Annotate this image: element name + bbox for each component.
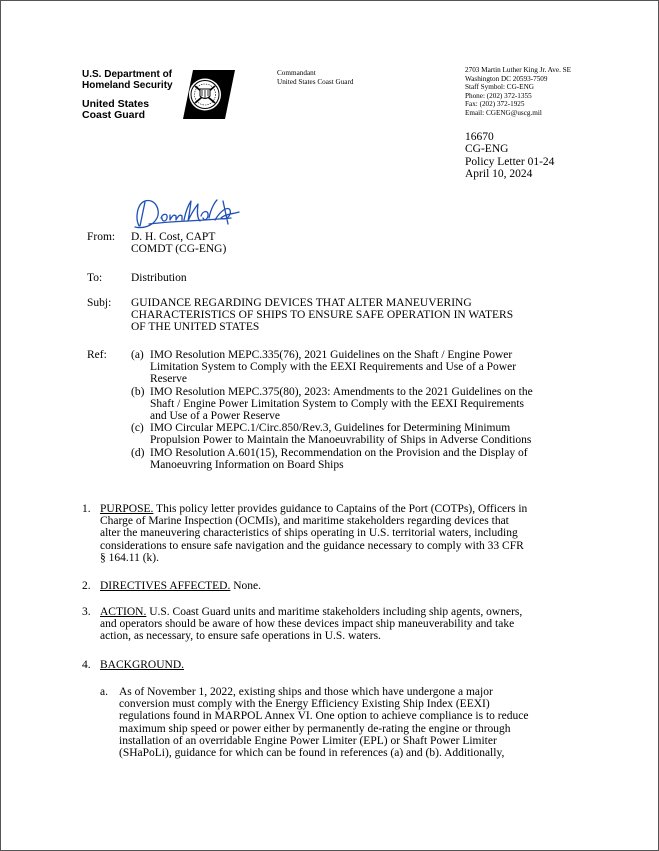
from-label: From: — [87, 231, 116, 243]
address-block: 2703 Martin Luther King Jr. Ave. SE Washington DC 20593-7509 Staff Symbol: CG-ENG Phone: (202) 372-1355 Fax: (202) 372-1925 Email: CGENG@uscg.mil — [465, 66, 572, 117]
paragraph-title: DIRECTIVES AFFECTED. — [100, 580, 231, 592]
to-label: To: — [87, 272, 103, 284]
reference-item: (b) IMO Resolution MEPC.375(80), 2023: Amendments to the 2021 Guidelines on the Shaft / Engine Power Limitation System to Comply with the EEXI Requirements and Use of a Power Reserve — [131, 385, 533, 423]
paragraph-background — [100, 659, 578, 671]
paragraph-title: ACTION. — [100, 606, 147, 618]
reference-item: (c) IMO Circular MEPC.1/Circ.850/Rev.3, Guidelines for Determining Minimum Propulsion Power to Maintain the Manoeuvrability of Ships in Adverse Conditions — [131, 422, 532, 447]
subparagraph-letter: a. — [100, 686, 108, 698]
paragraph-action: ACTION. U.S. Coast Guard units and maritime stakeholders including ship agents, owners, and operators should be aware of how these devices impact ship maneuverability and take action, as necessary, to ensure safe operations in U.S. waters. — [100, 606, 523, 643]
paragraph-number: 3. — [82, 606, 91, 618]
department-name: U.S. Department of Homeland Security — [82, 69, 173, 91]
subject-label: Subj: — [87, 297, 112, 309]
ref-label: Ref: — [87, 349, 107, 361]
paragraph-number: 2. — [82, 580, 91, 592]
letter-reference-block — [465, 131, 554, 180]
reference-item: (a) IMO Resolution MEPC.335(76), 2021 Guidelines on the Shaft / Engine Power Limitation System to Comply with the EEXI Requirements and Use of a Power Reserve — [131, 349, 517, 386]
reference-list — [131, 349, 581, 471]
paragraph-directives: DIRECTIVES AFFECTED. None. — [100, 580, 262, 592]
paragraph-title: PURPOSE. — [100, 503, 154, 515]
signature — [131, 196, 243, 232]
reference-item: (d) IMO Resolution A.601(15), Recommendation on the Provision and the Display of Manoeuvring Information on Board Ships — [131, 446, 528, 471]
subparagraph-body: As of November 1, 2022, existing ships and those which have undergone a major conversion must comply with the Energy Efficiency Existing Ship Index (EEXI) regulations found in MARPOL Annex VI. One option to achieve compliance is to reduce maximum ship speed or power either by permanently de-rating the engine or through installation of an overridable Engine Power Limiter (EPL) or Shaft Power Limiter (SHaPoLi), guidance for which can be found in references (a) and (b). Additionally, — [119, 686, 529, 760]
to-value: Distribution — [131, 272, 187, 284]
paragraph-purpose: PURPOSE. This policy letter provides guidance to Captains of the Port (COTPs), Officers in Charge of Marine Inspection (OCMIs), and maritime stakeholders regarding devices that alter the maneuvering characteristics of ships operating in U.S. territorial waters, including considerations to ensure safe navigation and the guidance necessary to comply with 33 CFR § 164.11 (k). — [100, 503, 528, 564]
from-value: D. H. Cost, CAPT COMDT (CG-ENG) — [131, 231, 227, 256]
letter-number: Policy Letter 01-24 — [465, 155, 555, 168]
office-code: CG-ENG — [465, 143, 509, 156]
coast-guard-name: United States Coast Guard — [82, 98, 150, 121]
subject-value: GUIDANCE REGARDING DEVICES THAT ALTER MANEUVERING CHARACTERISTICS OF SHIPS TO ENSURE SAFE OPERATION IN WATERS OF THE UNITED STATES — [131, 297, 514, 334]
paragraph-number: 4. — [82, 659, 91, 671]
paragraph-number: 1. — [82, 503, 91, 515]
letter-date: April 10, 2024 — [465, 167, 533, 180]
ssic: 16670 — [465, 131, 494, 143]
paragraph-title: BACKGROUND. — [100, 659, 185, 671]
coast-guard-seal-icon — [183, 70, 235, 119]
commandant-block: Commandant United States Coast Guard — [277, 69, 354, 86]
